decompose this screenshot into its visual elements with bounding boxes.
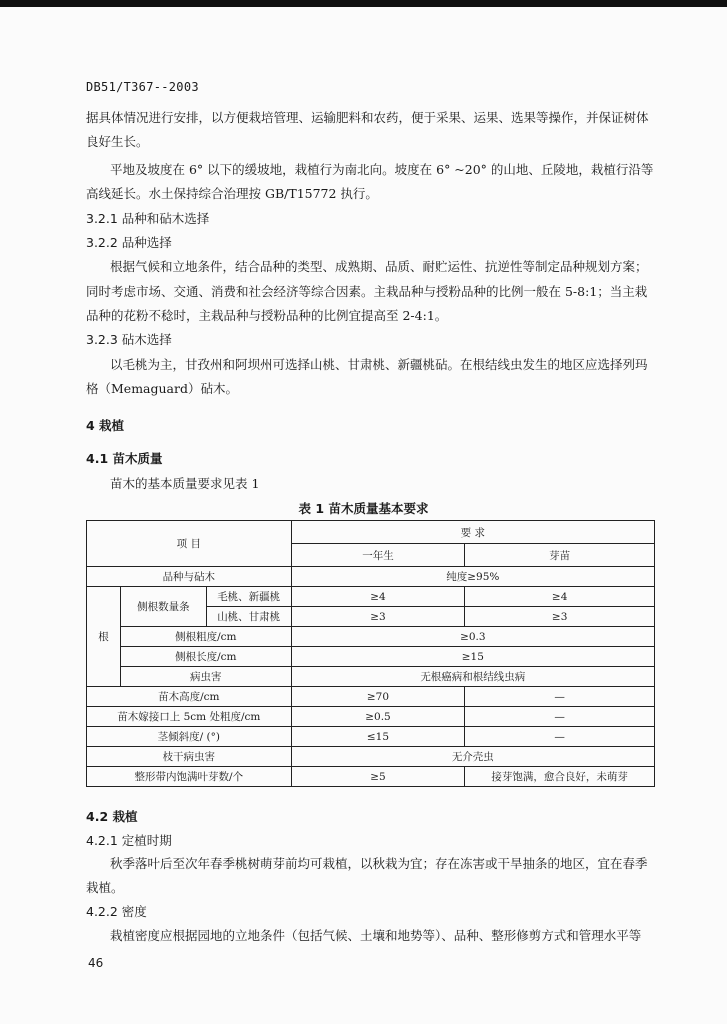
table-row — [87, 667, 655, 687]
row-value: ≥70 — [291, 687, 465, 707]
paragraph-line: 同时考虑市场、交通、消费和社会经济等综合因素。主栽品种与授粉品种的比例一般在 5-8:1；当主栽 — [86, 284, 648, 299]
paragraph-line: 高线延长。水土保持综合治理按 GB/T15772 执行。 — [86, 186, 378, 201]
table-caption: 表 1 苗木质量基本要求 — [298, 501, 429, 516]
row-value: ≥4 — [465, 587, 655, 607]
document-code: DB51/T367--2003 — [86, 80, 199, 94]
row-label: 苗木嫁接口上 5cm 处粗度/cm — [87, 707, 292, 727]
row-value: ≥3 — [291, 607, 465, 627]
section-3-2-2-heading: 3.2.2 品种选择 — [86, 235, 172, 250]
table-row — [87, 747, 655, 767]
row-label: 毛桃、新疆桃 — [206, 587, 291, 607]
table-row — [87, 567, 655, 587]
section-4-heading: 4 栽植 — [86, 418, 125, 433]
paragraph-line: 栽植密度应根据园地的立地条件（包括气候、土壤和地势等）、品种、整形修剪方式和管理水平等 — [110, 928, 642, 943]
row-value: 接芽饱满，愈合良好，未萌芽 — [465, 767, 655, 787]
table-row — [87, 627, 655, 647]
root-group-label: 根 — [87, 587, 121, 687]
paragraph-line: 良好生长。 — [86, 134, 149, 149]
paragraph-line: 品种的花粉不稔时，主栽品种与授粉品种的比例宜提高至 2-4:1。 — [86, 308, 448, 323]
paragraph-line: 据具体情况进行安排，以方便栽培管理、运输肥料和农药，便于采果、运果、选果等操作，并保证树体 — [86, 110, 649, 125]
section-4-2-heading: 4.2 栽植 — [86, 809, 138, 824]
header-one-year: 一年生 — [291, 544, 465, 567]
row-value: 纯度≥95% — [291, 567, 654, 587]
table-row — [87, 707, 655, 727]
row-value: — — [465, 727, 655, 747]
paragraph-line: 栽植。 — [86, 880, 124, 895]
row-label: 整形带内饱满叶芽数/个 — [87, 767, 292, 787]
row-value: — — [465, 687, 655, 707]
paragraph-line: 格（Memaguard）砧木。 — [86, 381, 238, 396]
page-number: 46 — [88, 956, 104, 970]
lateral-root-count-label: 侧根数量条 — [120, 587, 206, 627]
section-4-2-2-heading: 4.2.2 密度 — [86, 904, 147, 919]
paragraph-line: 根据气候和立地条件，结合品种的类型、成熟期、品质、耐贮运性、抗逆性等制定品种规划方案； — [110, 259, 648, 274]
row-value: ≥5 — [291, 767, 465, 787]
table-row — [87, 587, 655, 607]
header-requirement: 要 求 — [291, 521, 654, 544]
header-bud-seedling: 芽苗 — [465, 544, 655, 567]
page-top-edge — [0, 0, 727, 7]
paragraph-line: 苗木的基本质量要求见表 1 — [110, 476, 260, 491]
row-value: ≥0.5 — [291, 707, 465, 727]
row-value: ≥0.3 — [291, 627, 654, 647]
row-value: 无根癌病和根结线虫病 — [291, 667, 654, 687]
paragraph-line: 平地及坡度在 6° 以下的缓坡地，栽植行为南北向。坡度在 6° ~20° 的山地、丘陵地，栽植行沿等 — [110, 162, 654, 177]
row-value: ≥15 — [291, 647, 654, 667]
section-4-1-heading: 4.1 苗木质量 — [86, 451, 163, 466]
row-value: 无介壳虫 — [291, 747, 654, 767]
section-3-2-1-heading: 3.2.1 品种和砧木选择 — [86, 211, 210, 226]
row-label: 山桃、甘肃桃 — [206, 607, 291, 627]
table-row — [87, 727, 655, 747]
row-value: ≥3 — [465, 607, 655, 627]
row-label: 枝干病虫害 — [87, 747, 292, 767]
paragraph-line: 以毛桃为主，甘孜州和阿坝州可选择山桃、甘肃桃、新疆桃砧。在根结线虫发生的地区应选择列玛 — [110, 357, 648, 372]
row-value: ≤15 — [291, 727, 465, 747]
table-row — [87, 647, 655, 667]
table-row — [87, 687, 655, 707]
row-label: 侧根长度/cm — [120, 647, 291, 667]
row-value: — — [465, 707, 655, 727]
row-label: 病虫害 — [120, 667, 291, 687]
paragraph-line: 秋季落叶后至次年春季桃树萌芽前均可栽植，以秋栽为宜；存在冻害或干旱抽条的地区，宜在春季 — [110, 856, 648, 871]
row-label: 茎倾斜度/ (°) — [87, 727, 292, 747]
row-label: 侧根粗度/cm — [120, 627, 291, 647]
row-value: ≥4 — [291, 587, 465, 607]
section-4-2-1-heading: 4.2.1 定植时期 — [86, 833, 172, 848]
section-3-2-3-heading: 3.2.3 砧木选择 — [86, 332, 172, 347]
row-label: 苗木高度/cm — [87, 687, 292, 707]
header-item: 项 目 — [87, 521, 292, 567]
seedling-quality-table — [86, 520, 655, 787]
table-row — [87, 767, 655, 787]
row-label: 品种与砧木 — [87, 567, 292, 587]
